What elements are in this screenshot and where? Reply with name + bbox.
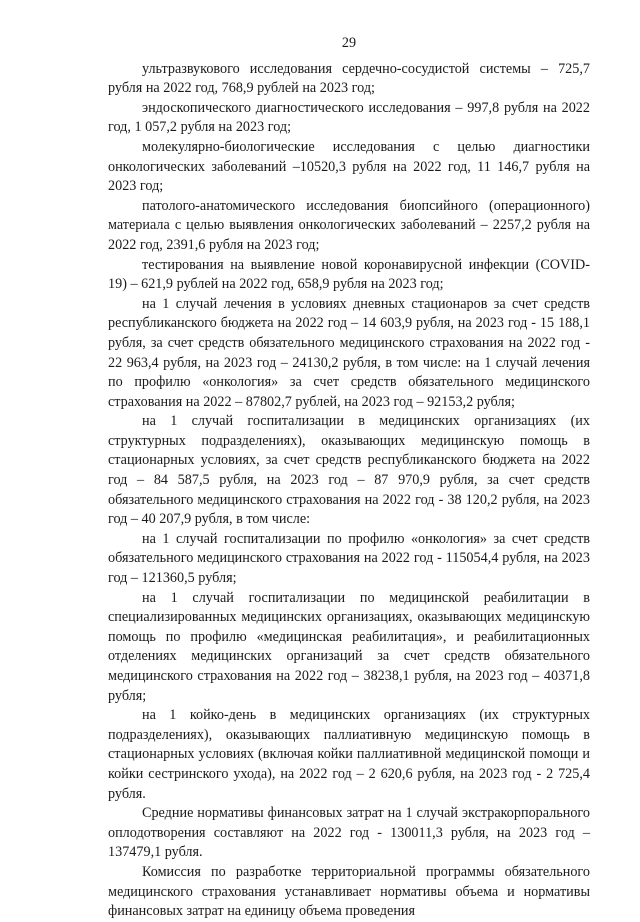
paragraph-hospitalization: на 1 случай госпитализации в медицинских организациях (их структурных подразделениях), оказывающих медицинскую помощь в стационарных условиях, за счет средств республиканского бюджета на 2022 год – 84 587,5 рубля, на 2023 год – 87 970,9 рубля, за счет средств обязательного медицинского страхования на 2022 год - 38 120,2 рубля, на 2023 год – 40 207,9 рубля, в том числе: [108, 413, 590, 528]
document-page [108, 34, 590, 922]
paragraph-day-hospital: на 1 случай лечения в условиях дневных стационаров за счет средств республиканского бюджета на 2022 год – 14 603,9 рубля, на 2023 год - 15 188,1 рубля, за счет средств обязательного медицинского страхования на 2022 год - 22 963,4 рубля, на 2023 год – 24130,2 рубля, в том числе: на 1 случай лечения по профилю «онкология» за счет средств обязательного медицинского страхования на 2022 – 87802,7 рублей, на 2023 год – 92153,2 рубля; [108, 295, 590, 410]
paragraph-pathology: патолого-анатомического исследования биопсийного (операционного) материала с целью выявления онкологических заболеваний – 2257,2 рубля на 2022 год, 2391,6 рубля на 2023 год; [108, 197, 590, 253]
paragraph-endoscopy: эндоскопического диагностического исследования – 997,8 рубля на 2022 год, 1 057,2 рубля на 2023 год; [108, 99, 590, 136]
paragraph-covid-testing: тестирования на выявление новой коронавирусной инфекции (COVID-19) – 621,9 рублей на 2022 год, 658,9 рубля на 2023 год; [108, 256, 590, 293]
paragraph-palliative-bed-day: на 1 койко-день в медицинских организациях (их структурных подразделениях), оказывающих паллиативную медицинскую помощь в стационарных условиях (включая койки паллиативной медицинской помощи и койки сестринского ухода), на 2022 год – 2 620,6 рубля, на 2023 год - 2 725,4 рубля. [108, 707, 590, 802]
paragraph-oncology-hospitalization: на 1 случай госпитализации по профилю «онкология» за счет средств обязательного медицинского страхования на 2022 год - 115054,4 рубля, на 2023 год – 121360,5 рубля; [108, 530, 590, 587]
paragraph-ultrasound: ультразвукового исследования сердечно-сосудистой системы – 725,7 рубля на 2022 год, 768,9 рублей на 2023 год; [108, 60, 590, 97]
paragraph-commission: Комиссия по разработке территориальной программы обязательного медицинского страхования устанавливает нормативы объема и нормативы финансовых затрат на единицу объема проведения [108, 863, 590, 920]
paragraph-rehabilitation: на 1 случай госпитализации по медицинской реабилитации в специализированных медицинских организациях, оказывающих медицинскую помощь по профилю «медицинская реабилитация», и реабилитационных отделениях медицинских организаций за счет средств обязательного медицинского страхования на 2022 год – 38238,1 рубля, на 2023 год – 40371,8 рубля; [108, 589, 590, 704]
paragraph-molecular-biology: молекулярно-биологические исследования с целью диагностики онкологических заболеваний –10520,3 рубля на 2022 год, 11 146,7 рубля на 2023 год; [108, 138, 590, 195]
page-number: 29 [341, 35, 357, 51]
paragraph-ivf-costs: Средние нормативы финансовых затрат на 1 случай экстракорпорального оплодотворения составляют на 2022 год - 130011,3 рубля, на 2023 год – 137479,1 рубля. [108, 805, 590, 861]
